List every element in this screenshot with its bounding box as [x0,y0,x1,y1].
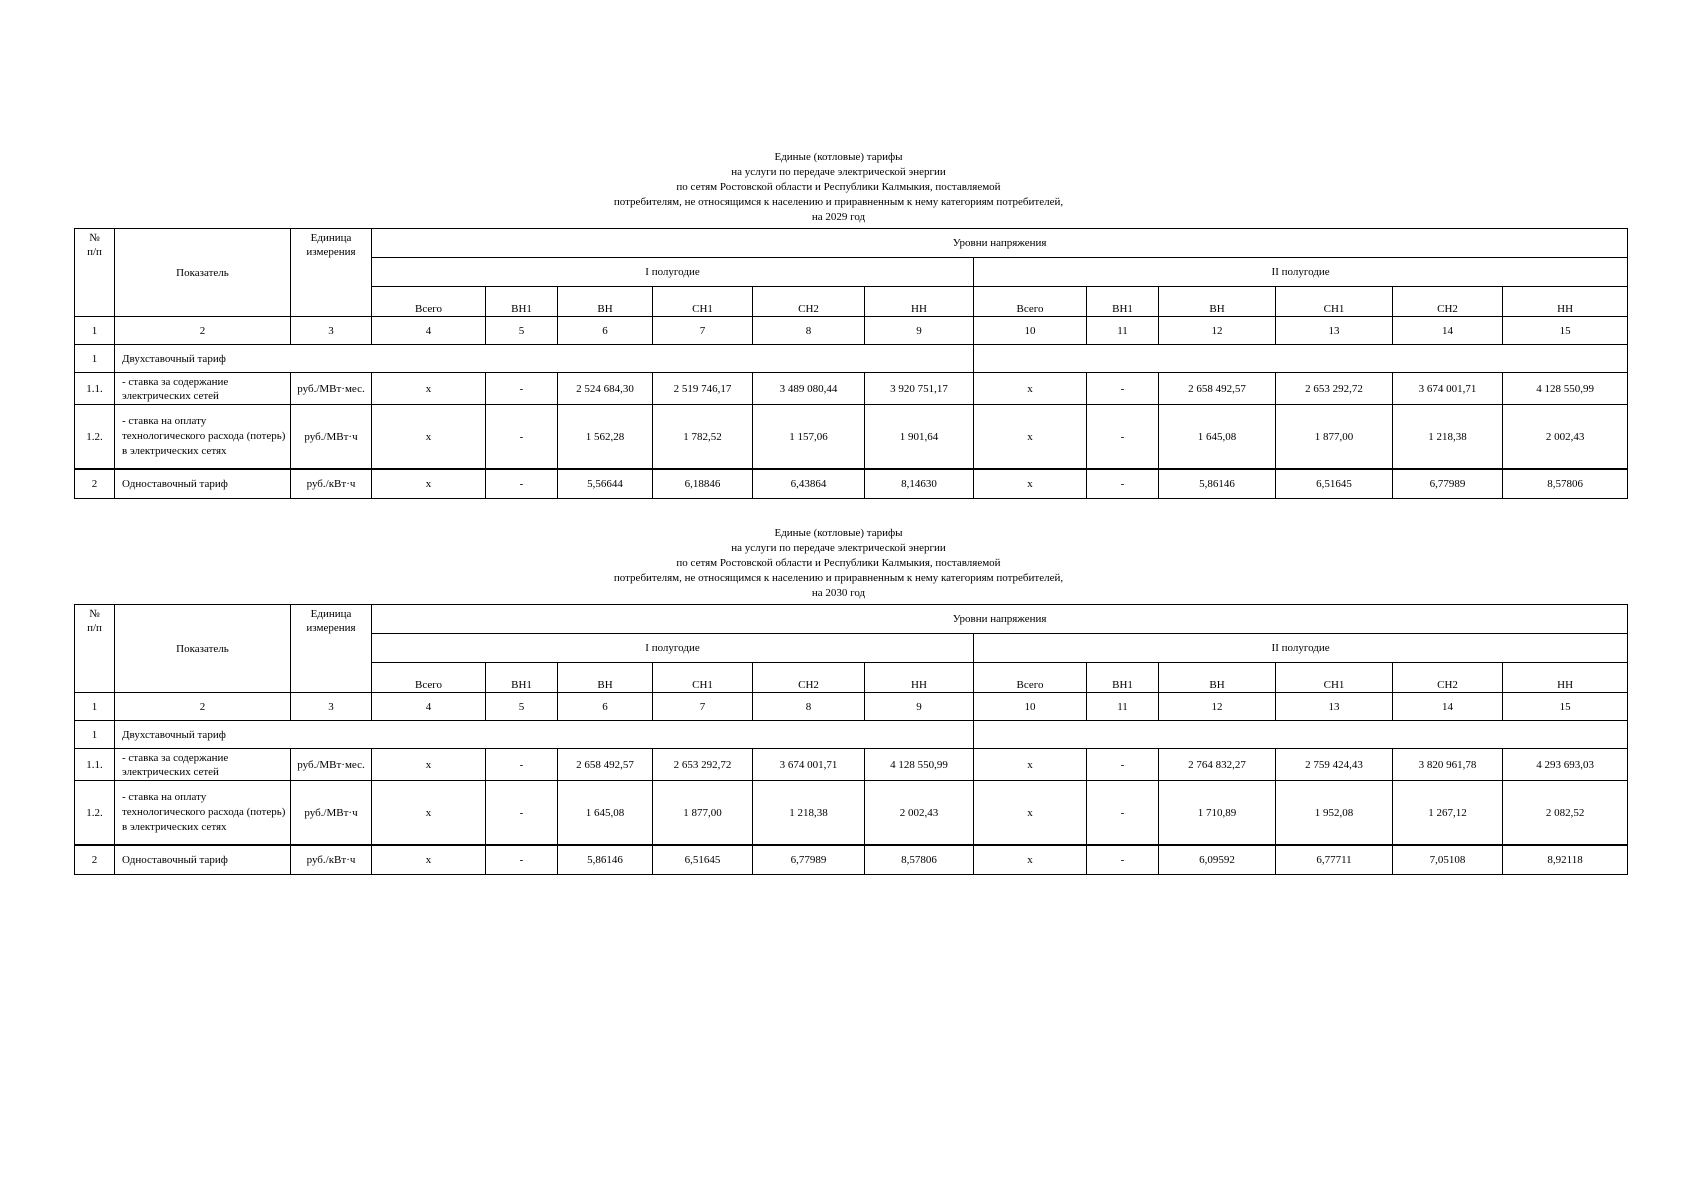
row-label [115,373,291,405]
row-value: 6,18846 [653,469,753,499]
table-row [75,405,1628,470]
header-unit: Единица измерения [291,229,372,317]
row-value: 8,92118 [1503,845,1628,875]
heading-line: на услуги по передаче электрической энергии [731,542,946,554]
section-num: 1 [75,345,115,373]
row-value: 1 218,38 [753,781,865,846]
row-label: - ставка на оплату технологического расхода (потерь) в электрических сетях [115,405,291,470]
column-number: 11 [1087,693,1159,721]
table-row [75,845,1628,875]
column-number: 2 [115,693,291,721]
row-num: 1.2. [75,405,115,470]
row-value: 4 128 550,99 [865,749,974,781]
header-subcol: ВН1 [486,287,558,317]
heading-line: на услуги по передаче электрической энергии [731,166,946,178]
heading-line: на 2029 год [811,211,866,223]
header-subcol: Всего [372,663,486,693]
table-row [75,781,1628,846]
row-unit: руб./кВт·ч [291,845,372,875]
column-number: 7 [653,693,753,721]
column-number: 10 [974,693,1087,721]
row-label: - ставка на оплату технологического расхода (потерь) в электрических сетях [115,781,291,846]
heading-line: Единые (котловые) тарифы [774,527,903,539]
header-half2: II полугодие [974,258,1628,287]
column-number: 6 [558,317,653,345]
column-number: 11 [1087,317,1159,345]
row-label: Одноставочный тариф [115,845,291,875]
header-indicator: Показатель [115,229,291,317]
row-value: 6,09592 [1159,845,1276,875]
section-num: 1 [75,721,115,749]
row-num: 2 [75,845,115,875]
header-subcol: ВН1 [1087,287,1159,317]
tariff-table [74,604,1628,875]
column-number: 4 [372,693,486,721]
row-unit: руб./МВт·мес. [291,749,372,781]
column-number: 1 [75,693,115,721]
row-value: 2 524 684,30 [558,373,653,405]
row-label-text: - ставка за содержание электрических сетей [122,376,229,402]
section-empty [974,721,1628,749]
row-value: 3 920 751,17 [865,373,974,405]
row-value: 5,86146 [1159,469,1276,499]
column-number: 2 [115,317,291,345]
row-value: 1 877,00 [1276,405,1393,470]
row-value: 6,43864 [753,469,865,499]
row-value: х [372,749,486,781]
heading-line: потребителям, не относящимся к населению и приравненным к нему категориям потребителей, [613,196,1064,208]
column-number: 8 [753,693,865,721]
row-value: 1 952,08 [1276,781,1393,846]
row-value: х [974,845,1087,875]
row-value: - [486,845,558,875]
row-unit: руб./МВт·ч [291,405,372,470]
row-value: 6,77711 [1276,845,1393,875]
row-value: - [1087,845,1159,875]
row-value: - [486,405,558,470]
row-num: 1.1. [75,749,115,781]
heading-line: на 2030 год [811,587,866,599]
row-value: 2 082,52 [1503,781,1628,846]
header-half1: I полугодие [372,634,974,663]
column-number: 3 [291,317,372,345]
heading-line: по сетям Ростовской области и Республики Калмыкия, поставляемой [676,557,1001,569]
table-row [75,469,1628,499]
header-subcol: Всего [372,287,486,317]
row-value: 7,05108 [1393,845,1503,875]
header-num: № п/п [75,605,115,693]
row-value: 1 562,28 [558,405,653,470]
header-subcol: СН1 [653,287,753,317]
column-number: 8 [753,317,865,345]
header-subcol: СН1 [1276,663,1393,693]
column-number: 3 [291,693,372,721]
row-value: 4 293 693,03 [1503,749,1628,781]
row-value: 1 645,08 [558,781,653,846]
header-subcol: СН2 [753,287,865,317]
column-number: 5 [486,317,558,345]
row-value: 1 218,38 [1393,405,1503,470]
row-value: х [974,373,1087,405]
row-value: - [1087,405,1159,470]
row-label [115,749,291,781]
header-half2: II полугодие [974,634,1628,663]
header-subcol: СН2 [1393,663,1503,693]
column-number: 4 [372,317,486,345]
row-num: 2 [75,469,115,499]
row-num: 1.2. [75,781,115,846]
column-number: 9 [865,317,974,345]
column-number: 1 [75,317,115,345]
row-value: х [372,781,486,846]
row-value: 5,56644 [558,469,653,499]
row-label: Одноставочный тариф [115,469,291,499]
column-number: 10 [974,317,1087,345]
row-value: 1 157,06 [753,405,865,470]
header-half1: I полугодие [372,258,974,287]
row-value: 1 782,52 [653,405,753,470]
header-subcol: СН2 [1393,287,1503,317]
header-subcol: ВН [558,287,653,317]
section-label: Двухставочный тариф [115,345,974,373]
row-value: 8,57806 [865,845,974,875]
column-number: 15 [1503,317,1628,345]
row-label-text: - ставка за содержание электрических сетей [122,752,229,778]
column-number: 13 [1276,693,1393,721]
header-subcol: Всего [974,663,1087,693]
row-value: 2 764 832,27 [1159,749,1276,781]
row-value: 1 267,12 [1393,781,1503,846]
row-value: 1 710,89 [1159,781,1276,846]
row-value: х [372,469,486,499]
row-value: - [1087,781,1159,846]
row-value: 1 645,08 [1159,405,1276,470]
row-value: - [486,749,558,781]
column-number: 12 [1159,693,1276,721]
row-value: 5,86146 [558,845,653,875]
header-subcol: НН [865,287,974,317]
row-value: - [1087,373,1159,405]
column-number: 14 [1393,317,1503,345]
heading-line: потребителям, не относящимся к населению и приравненным к нему категориям потребителей, [613,572,1064,584]
row-value: - [1087,749,1159,781]
tariff-table [74,228,1628,499]
row-value: 2 002,43 [865,781,974,846]
header-subcol: НН [1503,287,1628,317]
column-number: 13 [1276,317,1393,345]
row-value: 1 901,64 [865,405,974,470]
row-value: - [486,373,558,405]
tariff-block-2029 [74,150,1627,499]
header-subcol: ВН [1159,287,1276,317]
column-number: 12 [1159,317,1276,345]
heading-line: Единые (котловые) тарифы [774,151,903,163]
col-number-row [75,317,1628,345]
column-number: 9 [865,693,974,721]
row-value: - [486,781,558,846]
row-value: 8,57806 [1503,469,1628,499]
row-value: 3 674 001,71 [753,749,865,781]
header-subcol: СН1 [1276,287,1393,317]
row-value: 6,77989 [753,845,865,875]
header-subcol: Всего [974,287,1087,317]
row-value: 6,77989 [1393,469,1503,499]
row-value: 2 002,43 [1503,405,1628,470]
row-value: х [974,469,1087,499]
row-value: 2 519 746,17 [653,373,753,405]
row-value: 2 759 424,43 [1276,749,1393,781]
column-number: 6 [558,693,653,721]
row-value: 3 489 080,44 [753,373,865,405]
row-value: х [974,781,1087,846]
column-number: 7 [653,317,753,345]
row-value: 6,51645 [1276,469,1393,499]
header-subcol: ВН [558,663,653,693]
row-value: х [974,749,1087,781]
row-value: х [372,845,486,875]
table-row [75,373,1628,405]
header-subcol: НН [865,663,974,693]
table-row [75,749,1628,781]
header-num: № п/п [75,229,115,317]
section-empty [974,345,1628,373]
row-value: - [486,469,558,499]
row-value: 6,51645 [653,845,753,875]
header-subcol: ВН1 [1087,663,1159,693]
header-unit: Единица измерения [291,605,372,693]
row-num: 1.1. [75,373,115,405]
column-number: 15 [1503,693,1628,721]
row-value: 2 653 292,72 [653,749,753,781]
header-subcol: СН2 [753,663,865,693]
row-value: 1 877,00 [653,781,753,846]
row-value: 8,14630 [865,469,974,499]
row-value: - [1087,469,1159,499]
row-value: х [372,373,486,405]
header-voltage-levels: Уровни напряжения [372,605,1628,634]
section-label: Двухставочный тариф [115,721,974,749]
header-subcol: ВН1 [486,663,558,693]
table-heading [72,150,1605,228]
header-subcol: НН [1503,663,1628,693]
row-value: 2 653 292,72 [1276,373,1393,405]
header-subcol: СН1 [653,663,753,693]
row-value: х [974,405,1087,470]
col-number-row [75,693,1628,721]
heading-line: по сетям Ростовской области и Республики Калмыкия, поставляемой [676,181,1001,193]
header-subcol: ВН [1159,663,1276,693]
table-heading [72,526,1605,604]
tariff-block-2030 [74,526,1627,875]
row-unit: руб./МВт·ч [291,781,372,846]
column-number: 14 [1393,693,1503,721]
row-value: 2 658 492,57 [1159,373,1276,405]
header-voltage-levels: Уровни напряжения [372,229,1628,258]
row-value: 4 128 550,99 [1503,373,1628,405]
row-unit: руб./МВт·мес. [291,373,372,405]
row-value: 3 820 961,78 [1393,749,1503,781]
row-value: 2 658 492,57 [558,749,653,781]
row-value: х [372,405,486,470]
row-unit: руб./кВт·ч [291,469,372,499]
header-indicator: Показатель [115,605,291,693]
row-value: 3 674 001,71 [1393,373,1503,405]
column-number: 5 [486,693,558,721]
